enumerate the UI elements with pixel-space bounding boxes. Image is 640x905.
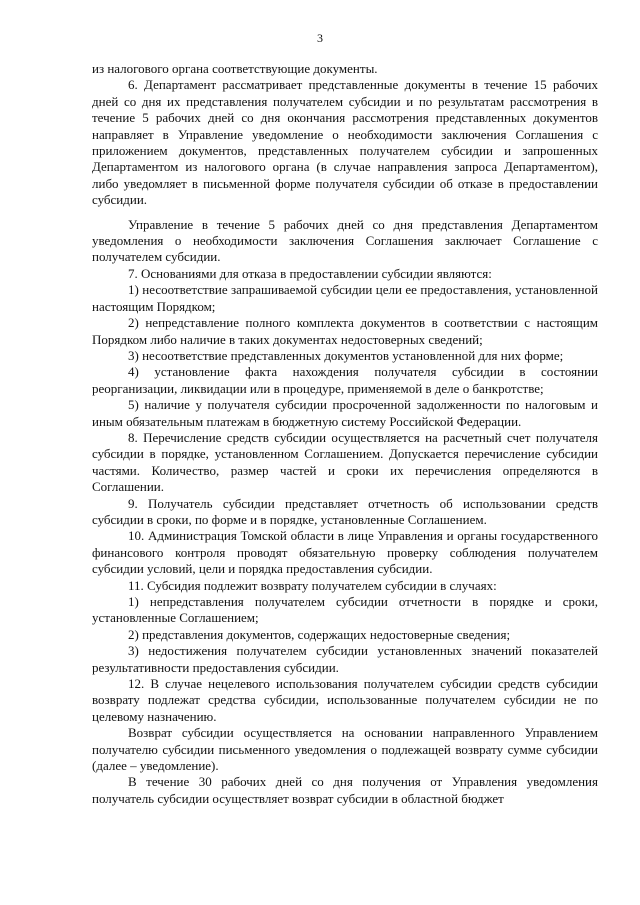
- document-paragraph: из налогового органа соответствующие документы.: [92, 61, 378, 76]
- document-paragraph: 8. Перечисление средств субсидии осуществляется на расчетный счет получателя субсидии в порядке, установленном Соглашением. Допускается перечисление субсидии частями. Количество, размер частей и сроки их перечисления определяются в Соглашении.: [92, 429, 598, 495]
- document-paragraph: 6. Департамент рассматривает представленные документы в течение 15 рабочих дней со дня их представления получателем субсидии и по результатам рассмотрения в течение 5 рабочих дней со дня окончания рассмотрения представленных документов направляет в Управление уведомление о необходимости заключения Соглашения с приложением документов, представленных получателем субсидии и запрошенных Департаментом из налогового органа (в случае направления запроса Департаментом), либо уведомляет в письменной форме получателя субсидии об отказе в предоставлении субсидии.: [92, 77, 598, 208]
- document-paragraph: 9. Получатель субсидии представляет отчетность об использовании средств субсидии в сроки, по форме и в порядке, установленные Соглашением.: [92, 495, 598, 527]
- document-paragraph: 2) представления документов, содержащих недостоверные сведения;: [128, 626, 511, 642]
- document-paragraph: 10. Администрация Томской области в лице Управления и органы государственного финансового контроля проводят обязательную проверку соблюдения получателем субсидии условий, цели и порядка предоставления субсидии.: [92, 528, 598, 577]
- document-paragraph: 3) несоответствие представленных документов установленной для них форме;: [128, 347, 564, 363]
- document-paragraph: 7. Основаниями для отказа в предоставлении субсидии являются:: [128, 265, 492, 281]
- document-paragraph: В течение 30 рабочих дней со дня получения от Управления уведомления получатель субсидии осуществляет возврат субсидии в областной бюджет: [92, 774, 598, 806]
- document-paragraph: 12. В случае нецелевого использования получателем субсидии средств субсидии возврату подлежат средства субсидии, использованные получателем субсидии не по целевому назначению.: [92, 676, 598, 724]
- document-paragraph: 4) установление факта нахождения получателя субсидии в состоянии реорганизации, ликвидации или в процедуре, применяемой в деле о банкротстве;: [92, 364, 598, 396]
- document-paragraph: Возврат субсидии осуществляется на основании направленного Управлением получателю субсидии письменного уведомления о подлежащей возврату сумме субсидии (далее – уведомление).: [92, 725, 598, 774]
- document-paragraph: 11. Субсидия подлежит возврату получателем субсидии в случаях:: [128, 577, 497, 593]
- document-paragraph: 3) недостижения получателем субсидии установленных значений показателей результативности предоставления субсидии.: [92, 643, 598, 675]
- document-paragraph: Управление в течение 5 рабочих дней со дня представления Департаментом уведомления о необходимости заключения Соглашения заключает Соглашение с получателем субсидии.: [92, 216, 598, 265]
- document-paragraph: 1) непредставления получателем субсидии отчетности в порядке и сроки, установленные Соглашением;: [92, 594, 598, 626]
- document-paragraph: 1) несоответствие запрашиваемой субсидии цели ее предоставления, установленной настоящим Порядком;: [92, 282, 598, 314]
- page-number: 3: [317, 31, 323, 45]
- document-body: [92, 61, 598, 807]
- document-paragraph: 5) наличие у получателя субсидии просроченной задолженности по налоговым и иным обязательным платежам в бюджетную систему Российской Федерации.: [92, 397, 598, 429]
- document-paragraph: 2) непредставление полного комплекта документов в соответствии с настоящим Порядком либо наличие в таких документах недостоверных сведений;: [92, 315, 598, 347]
